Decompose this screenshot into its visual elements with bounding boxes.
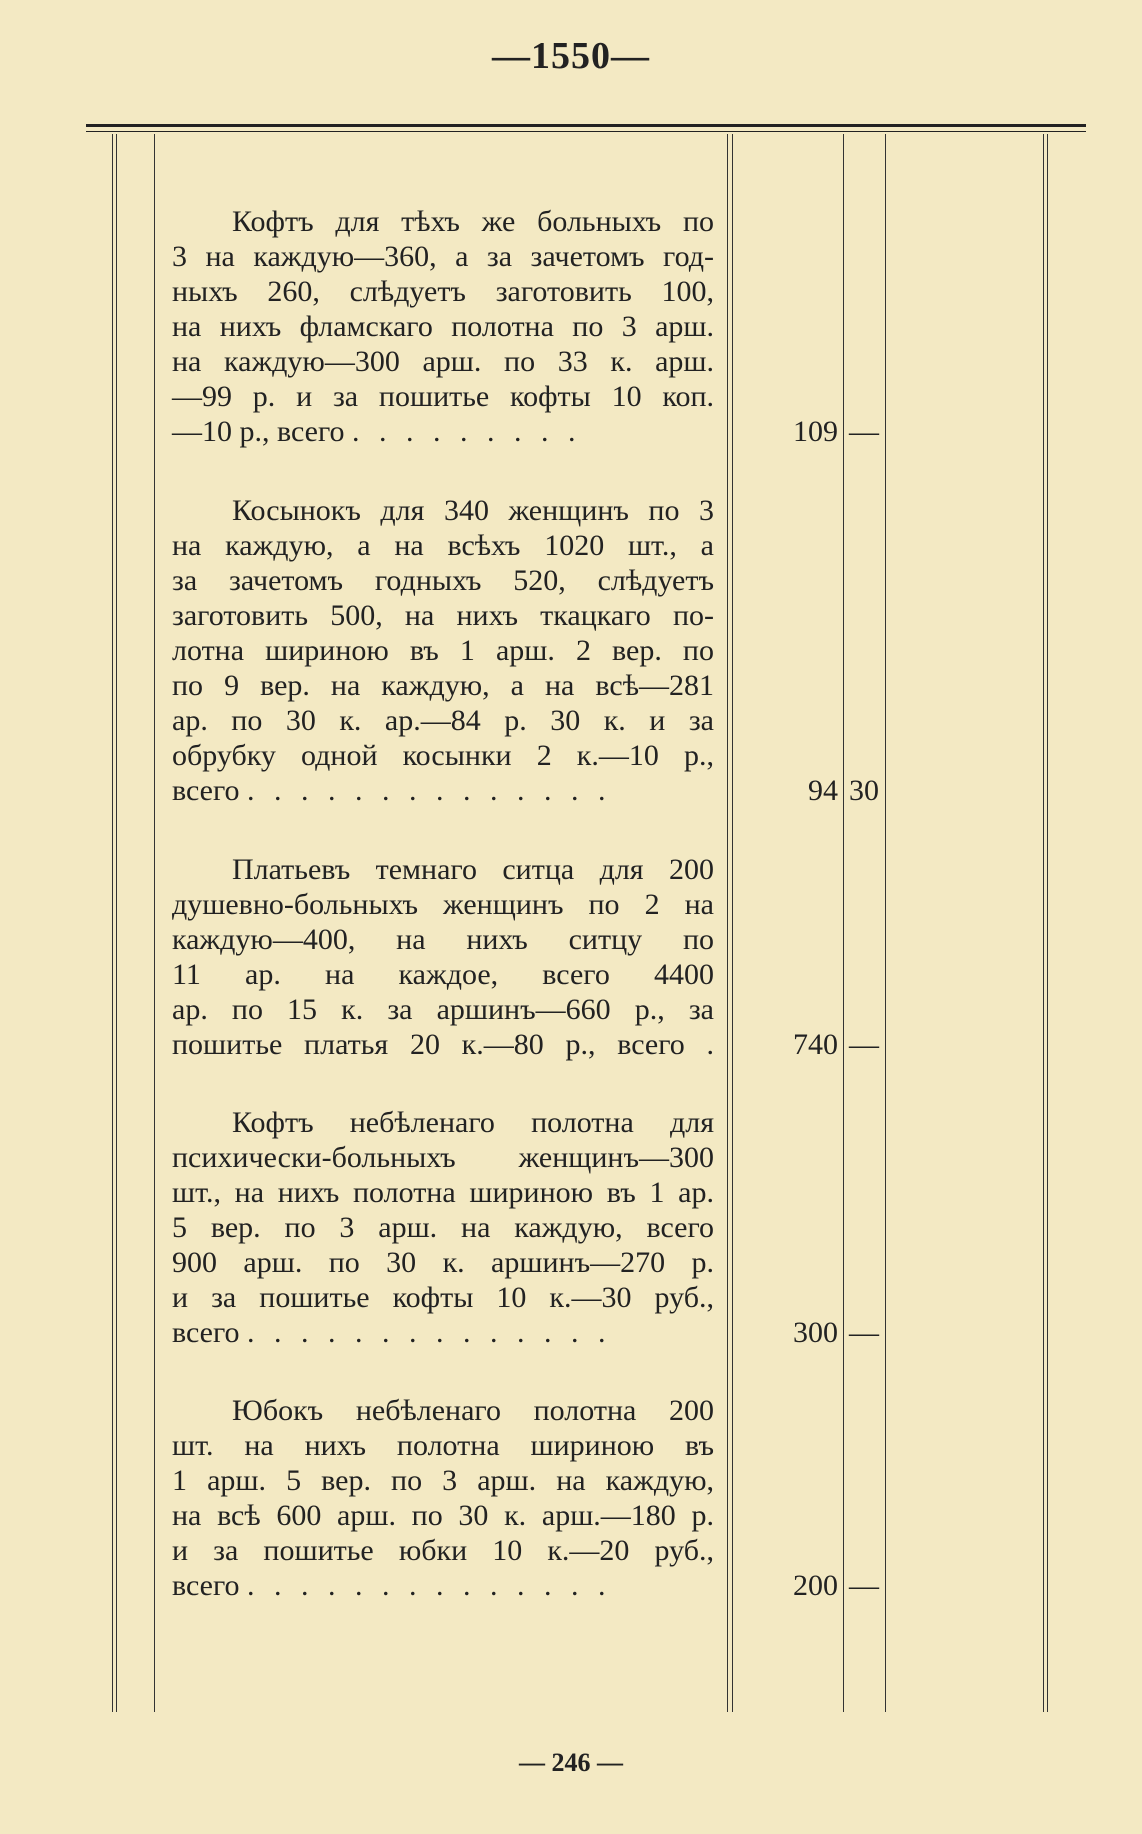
entry-line: лотна шириною въ 1 арш. 2 вер. по xyxy=(172,634,714,667)
entry-line: каждую—400, на нихъ ситцу по xyxy=(172,923,714,956)
amount-kopeks: — xyxy=(849,1316,879,1349)
entry-line-total xyxy=(172,414,714,449)
entry-line: Косынокъ для 340 женщинъ по 3 xyxy=(232,494,714,527)
column-line xyxy=(1047,134,1048,1712)
column-line xyxy=(732,134,733,1712)
dot-leader: . . . . . . . . . xyxy=(352,415,582,448)
entry-line-label: всего xyxy=(172,774,240,807)
entry-line: на всѣ 600 арш. по 30 к. арш.—180 р. xyxy=(172,1499,714,1532)
amount-kopeks: — xyxy=(849,415,879,448)
amount-rubles: 740 xyxy=(793,1028,838,1061)
entry-line: психически-больныхъ женщинъ—300 xyxy=(172,1141,714,1174)
amount-rubles: 94 xyxy=(808,774,838,807)
entry-line-total xyxy=(172,773,714,808)
entry-line: пошитье платья 20 к.—80 р., всего . xyxy=(172,1028,714,1061)
entry-line: по 9 вер. на каждую, а на всѣ—281 xyxy=(172,669,714,702)
entry-line: 11 ар. на каждое, всего 4400 xyxy=(172,958,714,991)
entry-text xyxy=(172,204,714,449)
entry-text xyxy=(172,1105,714,1350)
entry-line: ныхъ 260, слѣдуетъ заготовить 100, xyxy=(172,275,714,308)
entry-line: заготовить 500, на нихъ ткацкаго по- xyxy=(172,599,714,632)
entry-line: и за пошитье юбки 10 к.—20 руб., xyxy=(172,1534,714,1567)
amount-kopeks: — xyxy=(849,1569,879,1602)
column-line xyxy=(112,134,113,1712)
column-line xyxy=(885,134,886,1712)
dot-leader: . . . . . . . . . . . . . . xyxy=(247,774,612,807)
entry-line: 5 вер. по 3 арш. на каждую, всего xyxy=(172,1211,714,1244)
entry-line: 3 на каждую—360, а за зачетомъ год- xyxy=(172,240,714,273)
amount-rubles: 109 xyxy=(793,415,838,448)
entry-line-label: всего xyxy=(172,1569,240,1602)
entry-line-total xyxy=(172,1315,714,1350)
entry-line: Юбокъ небѣленаго полотна 200 xyxy=(232,1394,714,1427)
amount-rubles: 300 xyxy=(793,1316,838,1349)
footer-page-number: — 246 — xyxy=(519,1748,623,1777)
amount-kopeks: — xyxy=(849,1028,879,1061)
column-line xyxy=(116,134,117,1712)
amount-kopeks: 30 xyxy=(849,774,879,807)
entry-line: на каждую—300 арш. по 33 к. арш. xyxy=(172,345,714,378)
page-number: —1550— xyxy=(492,35,650,77)
entry-line: 900 арш. по 30 к. аршинъ—270 р. xyxy=(172,1246,714,1279)
entry-text xyxy=(172,493,714,808)
entry-line: шт., на нихъ полотна шириною въ 1 ар. xyxy=(172,1176,714,1209)
entry-line: и за пошитье кофты 10 к.—30 руб., xyxy=(172,1281,714,1314)
entry-line: Кофтъ для тѣхъ же больныхъ по xyxy=(232,205,714,238)
column-line xyxy=(154,134,155,1712)
entry-line: на нихъ фламскаго полотна по 3 арш. xyxy=(172,310,714,343)
entry-line: ар. по 30 к. ар.—84 р. 30 к. и за xyxy=(172,704,714,737)
entry-line: Платьевъ темнаго ситца для 200 xyxy=(232,853,714,886)
entry-line: 1 арш. 5 вер. по 3 арш. на каждую, xyxy=(172,1464,714,1497)
dot-leader: . . . . . . . . . . . . . . xyxy=(247,1569,612,1602)
amount-rubles: 200 xyxy=(793,1569,838,1602)
entry-line: за зачетомъ годныхъ 520, слѣдуетъ xyxy=(172,564,714,597)
column-line xyxy=(1043,134,1044,1712)
entry-line: ар. по 15 к. за аршинъ—660 р., за xyxy=(172,993,714,1026)
entry-line: на каждую, а на всѣхъ 1020 шт., а xyxy=(172,529,714,562)
entry-line: шт. на нихъ полотна шириною въ xyxy=(172,1429,714,1462)
entry-text xyxy=(172,1393,714,1603)
entry-text xyxy=(172,852,714,1062)
entry-line-label: всего xyxy=(172,1316,240,1349)
column-line xyxy=(727,134,728,1712)
column-line xyxy=(843,134,844,1712)
entry-line: —99 р. и за пошитье кофты 10 коп. xyxy=(172,380,714,413)
header-rule-thin xyxy=(86,131,1086,132)
entry-line: Кофтъ небѣленаго полотна для xyxy=(232,1106,714,1139)
entry-line-total xyxy=(172,1568,714,1603)
dot-leader: . . . . . . . . . . . . . . xyxy=(247,1316,612,1349)
entry-line-label: —10 р., всего xyxy=(172,415,345,448)
entry-line: душевно-больныхъ женщинъ по 2 на xyxy=(172,888,714,921)
entry-line: обрубку одной косынки 2 к.—10 р., xyxy=(172,739,714,772)
header-rule xyxy=(86,124,1086,127)
